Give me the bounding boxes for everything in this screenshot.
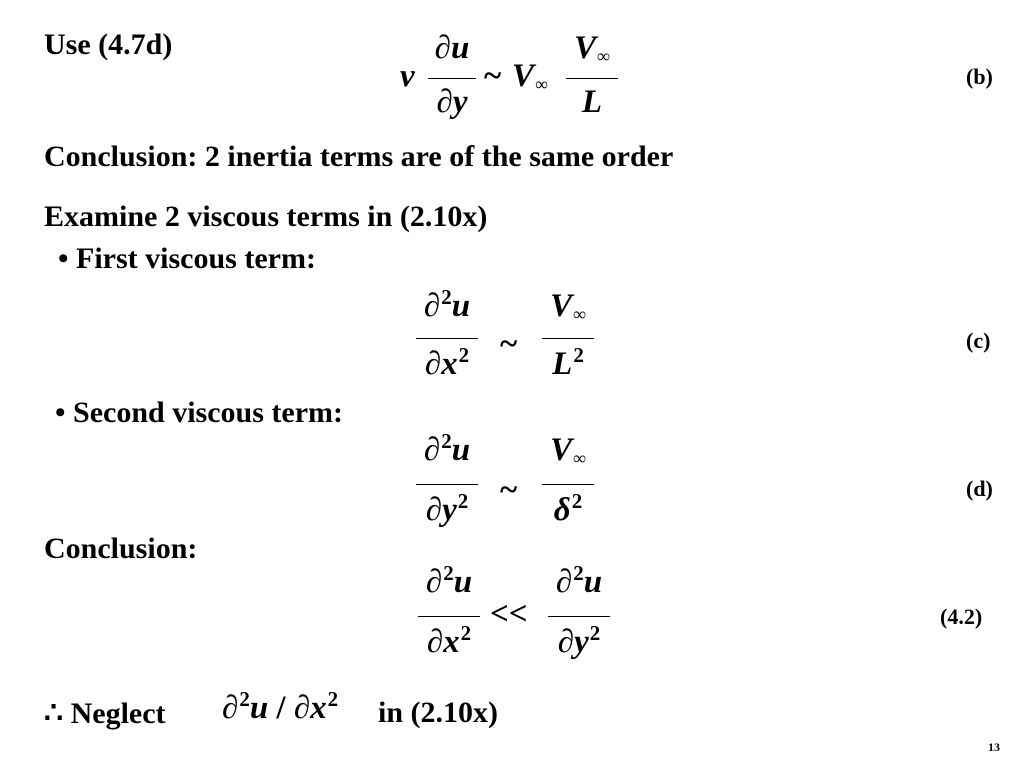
conclusion-inertia-line: Conclusion: 2 inertia terms are of the same order <box>44 140 674 173</box>
conclusion-line: Conclusion: <box>44 532 198 565</box>
therefore-neglect-line <box>44 696 166 731</box>
equation-4-2-label: (4.2) <box>940 604 983 629</box>
equation-b-label: (b) <box>966 64 993 89</box>
equation-c-label: (c) <box>966 328 991 353</box>
therefore-icon: ∴ <box>44 697 64 730</box>
equation-d-label: (d) <box>966 476 993 501</box>
bullet-icon: • <box>55 396 66 429</box>
neglect-in-label: in (2.10x) <box>378 696 498 729</box>
second-viscous-label: Second viscous term: <box>73 396 343 429</box>
bullet-icon: • <box>58 242 69 275</box>
page-number: 13 <box>988 740 1000 754</box>
neglect-term: $\partial^2u / \partial x^2$ <box>222 687 339 726</box>
examine-line: Examine 2 viscous terms in (2.10x) <box>44 200 488 233</box>
first-viscous-bullet <box>58 242 316 276</box>
use-line: Use (4.7d) <box>44 28 173 61</box>
neglect-label: Neglect <box>70 697 166 730</box>
first-viscous-label: First viscous term: <box>76 242 316 275</box>
second-viscous-bullet <box>55 396 343 430</box>
